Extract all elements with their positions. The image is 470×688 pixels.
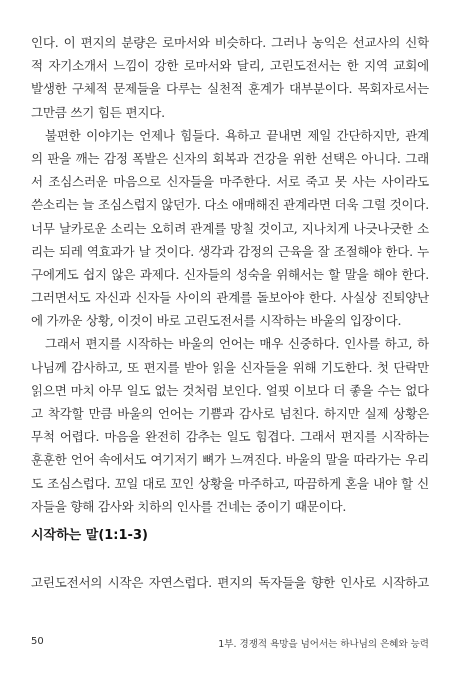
text-line: 훈훈한 언어 속에서도 여기저기 뼈가 느껴진다. 바울의 말을 따라가는 우리 [31, 452, 429, 468]
section-heading: 시작하는 말(1:1-3) [31, 528, 148, 543]
page-number: 50 [31, 636, 44, 647]
text-line: 나님께 감사하고, 또 편지를 받아 읽을 신자들을 위해 기도한다. 첫 단락만 [31, 359, 429, 375]
text-line: 인다. 이 편지의 분량은 로마서와 비슷하다. 그러나 농익은 선교사의 신학 [31, 35, 429, 50]
text-line: 도 조심스럽다. 꼬일 대로 꼬인 상황을 마주하고, 따끔하게 혼을 내야 할 신 [31, 475, 429, 491]
text-line: 그래서 편지를 시작하는 바울의 언어는 매우 신중하다. 인사를 하고, 하 [45, 336, 429, 352]
text-line: 서 조심스러운 마음으로 신자들을 마주한다. 서로 죽고 못 사는 사이라도 [31, 174, 429, 190]
text-line: 적 자기소개서 느낌이 강한 로마서와 달리, 고린도전서는 한 지역 교회에 [31, 58, 429, 74]
text-line: 그러면서도 자신과 신자들 사이의 관계를 돌보아야 한다. 사실상 진퇴양난 [31, 290, 429, 306]
text-line: 불편한 이야기는 언제나 힘들다. 욕하고 끝내면 제일 간단하지만, 관계 [45, 127, 429, 143]
text-line: 너무 날카로운 소리는 오히려 관계를 망칠 것이고, 지나치게 나긋나긋한 소 [31, 220, 429, 236]
running-title: 1부. 경쟁적 욕망을 넘어서는 하나님의 은혜와 능력 [218, 639, 429, 650]
text-line: 구에게도 쉽지 않은 과제다. 신자들의 성숙을 위해서는 할 말을 해야 한다. [31, 266, 429, 282]
section-body [31, 571, 429, 594]
body-text [31, 31, 429, 518]
text-line: 자들을 향해 감사와 치하의 인사를 건네는 중이기 때문이다. [31, 498, 347, 514]
text-line: 쓴소리는 늘 조심스럽지 않던가. 다소 애매해진 관계라면 더욱 그럴 것이다. [31, 197, 429, 213]
text-line: 고 착각할 만큼 바울의 언어는 기쁨과 감사로 넘친다. 하지만 실제 상황은 [31, 406, 429, 421]
text-line: 무척 어렵다. 마음을 완전히 감추는 일도 힘겹다. 그래서 편지를 시작하는 [31, 429, 429, 445]
text-line: 읽으면 마치 아무 일도 없는 것처럼 보인다. 얼핏 이보다 더 좋을 수는 없다 [31, 382, 429, 398]
text-line: 에 가까운 상황, 이것이 바로 고린도전서를 시작하는 바울의 입장이다. [31, 313, 402, 329]
text-line: 발생한 구체적 문제들을 다루는 실천적 훈계가 대부분이다. 목회자로서는 [31, 81, 429, 97]
text-line: 그만큼 쓰기 힘든 편지다. [31, 104, 165, 120]
text-line: 의 판을 깨는 감정 폭발은 신자의 회복과 건강을 위한 선택은 아니다. 그래 [31, 150, 429, 166]
text-line: 고린도전서의 시작은 자연스럽다. 편지의 독자들을 향한 인사로 시작하고 [31, 575, 429, 590]
text-line: 리는 되레 역효과가 날 것이다. 생각과 감정의 근육을 잘 조절해야 한다. 누 [31, 243, 429, 259]
